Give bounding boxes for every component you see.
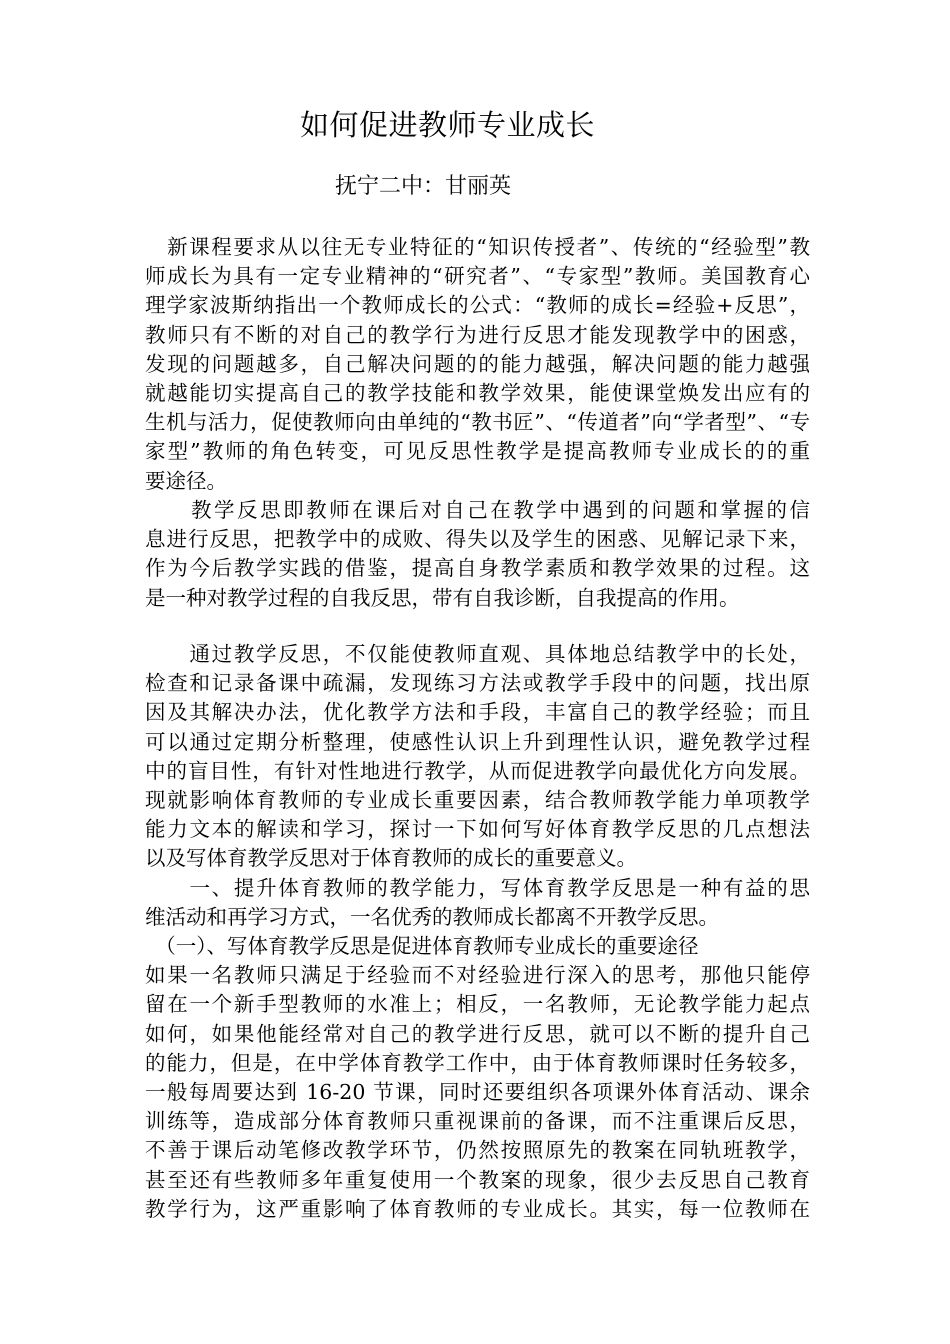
paragraph-line: 不善于课后动笔修改教学环节，仍然按照原先的教案在同轨班教学， — [145, 1138, 810, 1163]
paragraph-line: 要途径。 — [145, 468, 227, 493]
paragraph-line: 以及写体育教学反思对于体育教师的成长的重要意义。 — [145, 846, 637, 871]
paragraph-line: 能力文本的解读和学习，探讨一下如何写好体育教学反思的几点想法 — [145, 817, 810, 842]
paragraph-line: 家型”教师的角色转变，可见反思性教学是提高教师专业成长的的重 — [145, 439, 810, 464]
paragraph-line: 作为今后教学实践的借鉴，提高自身教学素质和教学效果的过程。这 — [145, 556, 810, 581]
paragraph-1 — [145, 233, 810, 496]
paragraph-line: 如果一名教师只满足于经验而不对经验进行深入的思考，那他只能停 — [145, 963, 810, 988]
paragraph-line: 通过教学反思，不仅能使教师直观、具体地总结教学中的长处， — [145, 642, 810, 666]
paragraph-line: 的能力，但是，在中学体育教学工作中，由于体育教师课时任务较多， — [145, 1050, 810, 1075]
paragraph-line: 检查和记录备课中疏漏，发现练习方法或教学手段中的问题，找出原 — [145, 671, 810, 696]
paragraph-line: 教学行为，这严重影响了体育教师的专业成长。其实，每一位教师在 — [145, 1196, 810, 1221]
paragraph-line: 教学反思即教师在课后对自己在教学中遇到的问题和掌握的信 — [145, 498, 810, 522]
paragraph-line: 因及其解决办法，优化教学方法和手段，丰富自己的教学经验；而且 — [145, 700, 810, 725]
paragraph-line: 留在一个新手型教师的水准上；相反，一名教师，无论教学能力起点 — [145, 992, 810, 1017]
paragraph-line: 现就影响体育教师的专业成长重要因素，结合教师教学能力单项教学 — [145, 788, 810, 813]
paragraph-line: 中的盲目性，有针对性地进行教学，从而促进教学向最优化方向发展。 — [145, 758, 810, 783]
paragraph-line: 教师只有不断的对自己的教学行为进行反思才能发现教学中的困惑， — [145, 322, 810, 347]
paragraph-line: 发现的问题越多，自己解决问题的的能力越强，解决问题的能力越强 — [145, 351, 810, 376]
paragraph-line: 可以通过定期分析整理，使感性认识上升到理性认识，避免教学过程 — [145, 729, 810, 754]
paragraph-line: 是一种对教学过程的自我反思，带有自我诊断，自我提高的作用。 — [145, 585, 740, 610]
paragraph-line: 理学家波斯纳指出一个教师成长的公式：“教师的成长=经验+反思”， — [145, 293, 810, 318]
paragraph-line: 生机与活力，促使教师向由单纯的“教书匠”、“传道者”向“学者型”、“专 — [145, 410, 810, 435]
subsection-heading: （一）、写体育教学反思是促进体育教师专业成长的重要途径 — [145, 934, 699, 959]
paragraph-2 — [145, 496, 810, 613]
paragraph-line: 就越能切实提高自己的教学技能和教学效果，能使课堂焕发出应有的 — [145, 381, 810, 406]
paragraph-line: 师成长为具有一定专业精神的“研究者”、“专家型”教师。美国教育心 — [145, 264, 810, 289]
document-author: 抚宁二中：甘丽英 — [335, 174, 512, 199]
paragraph-line: 新课程要求从以往无专业特征的“知识传授者”、传统的“经验型”教 — [145, 235, 810, 259]
section-heading-line: 一、提升体育教师的教学能力，写体育教学反思是一种有益的思 — [145, 875, 810, 900]
document-title: 如何促进教师专业成长 — [299, 108, 595, 142]
paragraph-line: 训练等，造成部分体育教师只重视课前的备课，而不注重课后反思， — [145, 1109, 810, 1134]
paragraph-line: 一般每周要达到 16-20 节课，同时还要组织各项课外体育活动、课余 — [145, 1080, 810, 1105]
paragraph-line: 息进行反思，把教学中的成败、得失以及学生的困惑、见解记录下来， — [145, 527, 810, 552]
paragraph-3 — [145, 640, 810, 1224]
paragraph-line: 甚至还有些教师多年重复使用一个教案的现象，很少去反思自己教育 — [145, 1167, 810, 1192]
paragraph-line: 如何，如果他能经常对自己的教学进行反思，就可以不断的提升自己 — [145, 1021, 810, 1046]
section-heading-line: 维活动和再学习方式，一名优秀的教师成长都离不开教学反思。 — [145, 904, 719, 929]
